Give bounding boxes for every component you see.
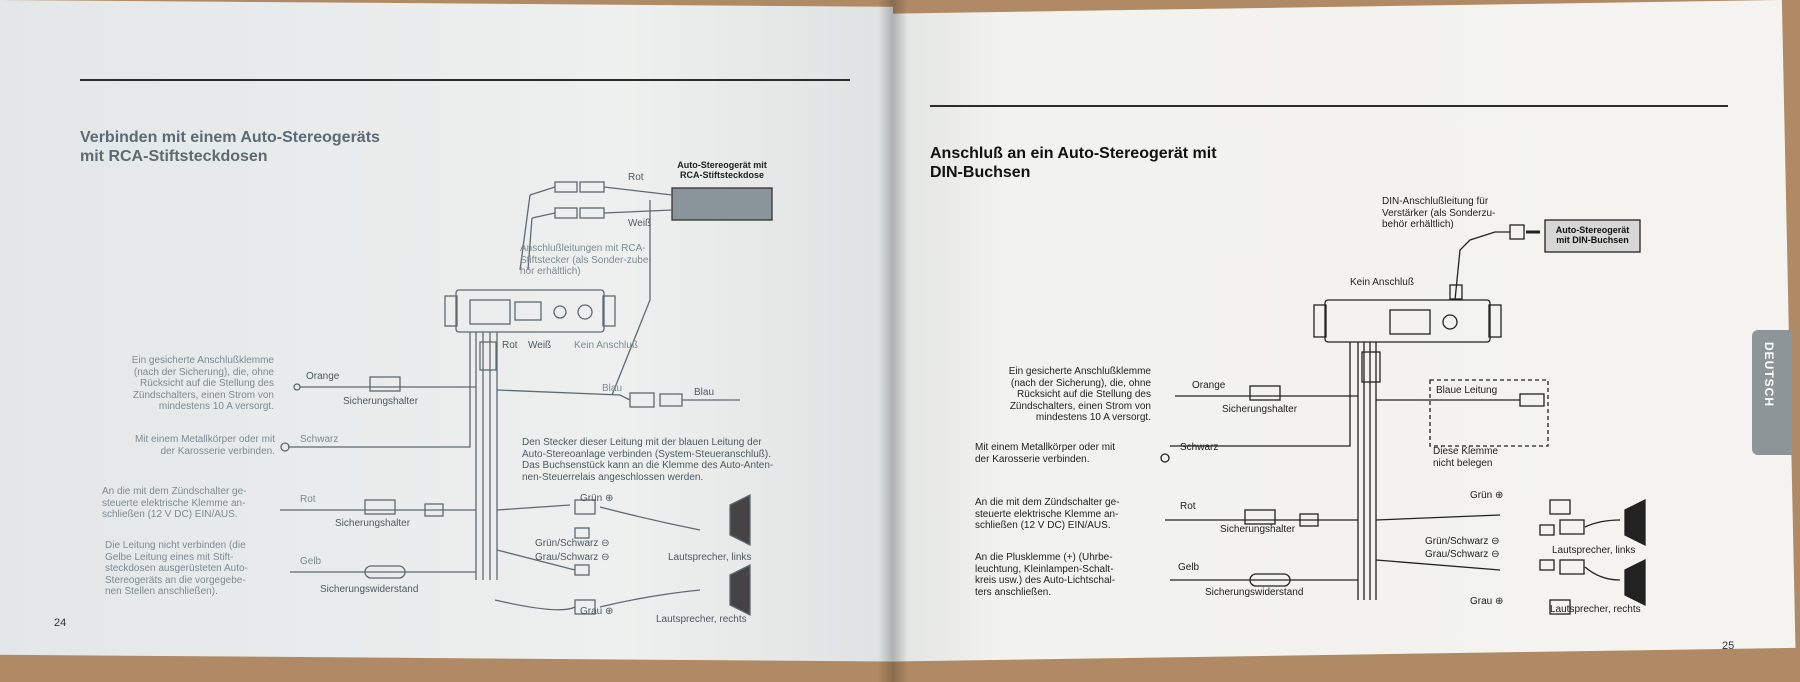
blau-2: Blau <box>694 387 715 398</box>
label-weiss-top: Weiß <box>628 218 652 229</box>
grau-schwarz-left: Grau/Schwarz ⊖ <box>535 552 610 563</box>
grau-schwarz-right: Grau/Schwarz ⊖ <box>1425 549 1500 560</box>
fuse-holder-2-left: Sicherungshalter <box>335 518 411 529</box>
rca-note: Anschlußleitungen mit RCA- Stiftstecker (als Sonder-zube- hör erhältlich) <box>520 243 652 277</box>
not-used-right: Diese Klemme nicht belegen <box>1433 446 1499 469</box>
ignition-text-left: An die mit dem Zündschalter ge- steuerte elektrische Klemme an- schließen (12 V DC) EIN/AUS. <box>102 486 247 520</box>
gruen-left: Grün ⊕ <box>580 493 614 504</box>
right-title: Anschluß an ein Auto-Stereogerät mit DIN-Buchsen <box>930 145 1217 181</box>
speaker-left-label-left: Lautsprecher, links <box>668 552 752 563</box>
metal-body-text-right: Mit einem Metallkörper oder mit der Karosserie verbinden. <box>975 442 1116 465</box>
rot-right: Rot <box>1180 501 1196 512</box>
metal-body-text-left: Mit einem Metallkörper oder mit der Karosserie verbinden. <box>134 434 275 457</box>
ignition-text-right: An die mit dem Zündschalter ge- steuerte elektrische Klemme an- schließen (12 V DC) EIN/AUS. <box>975 497 1120 531</box>
schwarz-left: Schwarz <box>300 434 339 445</box>
terminal-rot: Rot <box>502 340 518 351</box>
fused-terminal-text-left: Ein gesicherte Anschlußklemme (nach der Sicherung), die, ohne Rücksicht auf die Stellung des Zündschalters, einen Strom von mindestens 10 A versorgt. <box>131 355 274 412</box>
left-title: Verbinden mit einem Auto-Stereogeräts mit RCA-Stiftsteckdosen <box>80 129 380 165</box>
plus-terminal-text: An die Plusklemme (+) (Uhrbe- leuchtung, Kleinlampen-Schalt- kreis usw.) des Auto-Lichtschal- ters anschließen. <box>975 552 1116 598</box>
din-note: DIN-Anschlußleitung für Verstärker (als Sonderzu- behör erhältlich) <box>1382 196 1496 230</box>
grau-left: Grau ⊕ <box>580 606 614 617</box>
fuse-holder-1-left: Sicherungshalter <box>343 396 419 407</box>
gruen-schwarz-left: Grün/Schwarz ⊖ <box>535 538 610 549</box>
blue-lead-note: Den Stecker dieser Leitung mit der blauen Leitung der Auto-Stereoanlage verbinden (System-Steueranschluß). Das Buchsenstück kann an die Klemme des Auto-Anten- nen-Steuerrelais angeschlossen werden. <box>522 437 774 483</box>
language-tab: DEUTSCH <box>1752 330 1792 455</box>
orange-label-right: Orange <box>1192 380 1226 391</box>
speaker-right-label-left: Lautsprecher, rechts <box>656 614 747 625</box>
fuse-holder-2-right: Sicherungshalter <box>1220 524 1296 535</box>
schwarz-right: Schwarz <box>1180 442 1219 453</box>
page-number-right: 25 <box>1722 640 1735 652</box>
rot-wire-left: Rot <box>300 494 316 505</box>
gruen-right: Grün ⊕ <box>1470 490 1504 501</box>
terminal-weiss: Weiß <box>528 340 552 351</box>
resistor-left: Sicherungswiderstand <box>320 584 419 595</box>
yellow-lead-text: Die Leitung nicht verbinden (die Gelbe Leitung eines mit Stift- steckdosen ausgerüsteten Auto- Stereogeräts an die vorgegebe- nen Stellen anschließen). <box>105 540 248 597</box>
gruen-schwarz-right: Grün/Schwarz ⊖ <box>1425 536 1500 547</box>
orange-label-left: Orange <box>306 371 340 382</box>
speaker-right-label-right: Lautsprecher, rechts <box>1550 604 1641 615</box>
page-number-left: 24 <box>54 617 67 629</box>
grau-right: Grau ⊕ <box>1470 596 1504 607</box>
label-rot-top: Rot <box>628 172 644 183</box>
right-device-box-label: Auto-Stereogerät mit DIN-Buchsen <box>1555 225 1630 245</box>
kein-anschluss-right: Kein Anschluß <box>1350 277 1414 288</box>
speaker-left-label-right: Lautsprecher, links <box>1552 545 1636 556</box>
resistor-right: Sicherungswiderstand <box>1205 587 1304 598</box>
gelb-right: Gelb <box>1178 562 1200 573</box>
gelb-left: Gelb <box>300 556 322 567</box>
left-device-box-label: Auto-Stereogerät mit RCA-Stiftsteckdose <box>677 160 767 180</box>
fuse-holder-1-right: Sicherungshalter <box>1222 404 1298 415</box>
blau-1: Blau <box>602 383 623 394</box>
kein-anschluss-left: Kein Anschluß <box>574 340 638 351</box>
blue-lead-right: Blaue Leitung <box>1436 385 1498 396</box>
fused-terminal-text-right: Ein gesicherte Anschlußklemme (nach der Sicherung), die, ohne Rücksicht auf die Stellung des Zündschalters, einen Strom von mindestens 10 A versorgt. <box>1008 366 1151 423</box>
